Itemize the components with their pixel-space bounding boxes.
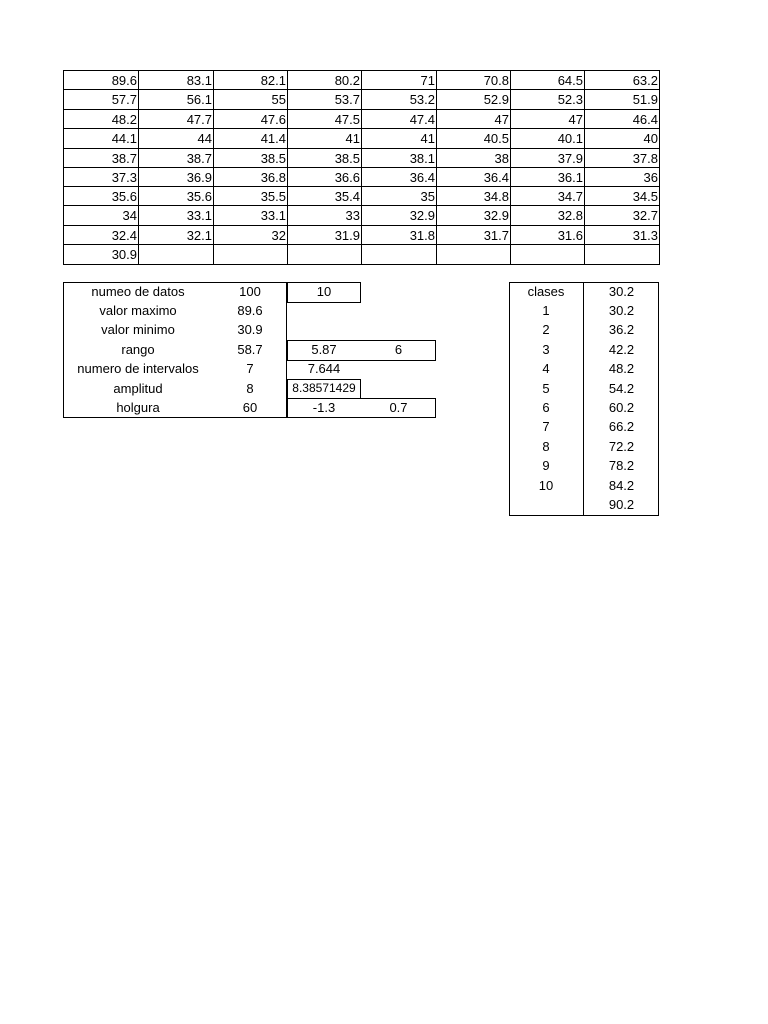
data-cell (138, 244, 214, 265)
data-cell: 32.1 (138, 225, 214, 245)
data-cell: 40.5 (436, 128, 511, 149)
data-cell: 40 (584, 128, 660, 149)
data-cell: 35 (361, 186, 437, 206)
data-cell: 31.8 (361, 225, 437, 245)
data-cell: 37.8 (584, 148, 660, 168)
data-cell: 32.9 (436, 205, 511, 226)
data-cell (213, 244, 288, 265)
data-cell: 37.3 (63, 167, 139, 187)
data-cell: 31.6 (510, 225, 585, 245)
stat-label-rango: rango (121, 342, 155, 357)
data-cell: 38.5 (213, 148, 288, 168)
data-cell: 80.2 (287, 70, 362, 90)
data-cell: 35.4 (287, 186, 362, 206)
data-cell: 63.2 (584, 70, 660, 90)
data-cell: 36.1 (510, 167, 585, 187)
clases-row-value: 90.2 (608, 497, 635, 512)
data-cell: 38.7 (63, 148, 139, 168)
data-cell: 89.6 (63, 70, 139, 90)
clases-row-number: 5 (542, 381, 550, 396)
data-cell: 38.5 (287, 148, 362, 168)
clases-row-number: 8 (542, 439, 550, 454)
data-cell: 37.9 (510, 148, 585, 168)
data-cell: 32.9 (361, 205, 437, 226)
stat-label-amplitud: amplitud (113, 381, 163, 396)
data-cell: 55 (213, 89, 288, 110)
data-cell: 70.8 (436, 70, 511, 90)
stat-extra1-rango: 5.87 (311, 342, 337, 357)
data-cell: 32.4 (63, 225, 139, 245)
data-cell: 40.1 (510, 128, 585, 149)
data-cell: 57.7 (63, 89, 139, 110)
data-cell: 31.7 (436, 225, 511, 245)
data-cell: 47.4 (361, 109, 437, 129)
clases-row-number: 10 (538, 478, 554, 493)
data-cell (584, 244, 660, 265)
clases-row-number: 2 (542, 322, 550, 337)
clases-row-value: 78.2 (608, 458, 635, 473)
stat-extra-amplitud: 8.38571429 (292, 381, 356, 395)
stat-extra2-holgura: 0.7 (389, 400, 408, 415)
clases-row-number: 7 (542, 419, 550, 434)
data-cell: 41.4 (213, 128, 288, 149)
stat-extra1-holgura: -1.3 (312, 400, 336, 415)
data-cell: 32.7 (584, 205, 660, 226)
data-cell: 34 (63, 205, 139, 226)
data-cell: 56.1 (138, 89, 214, 110)
data-cell (510, 244, 585, 265)
data-cell: 32.8 (510, 205, 585, 226)
data-cell: 36.4 (361, 167, 437, 187)
data-cell: 35.5 (213, 186, 288, 206)
stat-value-numero-de-intervalos: 7 (246, 361, 254, 376)
clases-row-value: 42.2 (608, 342, 635, 357)
data-cell: 36.9 (138, 167, 214, 187)
clases-row-value: 72.2 (608, 439, 635, 454)
data-cell: 33 (287, 205, 362, 226)
clases-row-number: 6 (542, 400, 550, 415)
data-cell: 44.1 (63, 128, 139, 149)
data-cell: 46.4 (584, 109, 660, 129)
data-cell: 41 (361, 128, 437, 149)
data-cell: 52.3 (510, 89, 585, 110)
data-cell: 38 (436, 148, 511, 168)
stat-label-valor-minimo: valor minimo (101, 322, 175, 337)
data-cell: 33.1 (213, 205, 288, 226)
data-cell: 35.6 (63, 186, 139, 206)
data-cell: 41 (287, 128, 362, 149)
data-cell: 53.2 (361, 89, 437, 110)
data-cell: 47 (510, 109, 585, 129)
stat-extra-numeo-de-datos: 10 (316, 284, 332, 299)
stat-label-valor-maximo: valor maximo (99, 303, 177, 318)
data-cell: 38.7 (138, 148, 214, 168)
clases-row-number: 4 (542, 361, 550, 376)
stat-value-holgura: 60 (242, 400, 258, 415)
data-cell: 36 (584, 167, 660, 187)
stat-value-amplitud: 8 (246, 381, 254, 396)
data-cell: 38.1 (361, 148, 437, 168)
stat-label-holgura: holgura (116, 400, 160, 415)
data-cell: 31.3 (584, 225, 660, 245)
data-cell: 48.2 (63, 109, 139, 129)
data-cell: 44 (138, 128, 214, 149)
data-cell: 83.1 (138, 70, 214, 90)
data-cell (436, 244, 511, 265)
stat-extra2-rango: 6 (394, 342, 403, 357)
data-cell: 52.9 (436, 89, 511, 110)
data-cell: 47.7 (138, 109, 214, 129)
data-cell: 71 (361, 70, 437, 90)
stat-value-rango: 58.7 (237, 342, 263, 357)
clases-header-value: 30.2 (608, 284, 635, 299)
data-cell: 51.9 (584, 89, 660, 110)
data-cell: 34.5 (584, 186, 660, 206)
data-cell (287, 244, 362, 265)
clases-row-value: 66.2 (608, 419, 635, 434)
data-cell: 35.6 (138, 186, 214, 206)
data-cell: 34.7 (510, 186, 585, 206)
data-cell: 47.5 (287, 109, 362, 129)
data-cell: 33.1 (138, 205, 214, 226)
data-cell: 36.4 (436, 167, 511, 187)
stat-label-numero-de-intervalos: numero de intervalos (77, 361, 199, 376)
data-cell: 47.6 (213, 109, 288, 129)
clases-row-number: 9 (542, 458, 550, 473)
data-cell: 36.8 (213, 167, 288, 187)
data-cell: 36.6 (287, 167, 362, 187)
stat-extra-numero-de-intervalos: 7.644 (307, 361, 341, 376)
stat-label-numeo-de-datos: numeo de datos (91, 284, 185, 299)
data-cell: 34.8 (436, 186, 511, 206)
clases-row-value: 60.2 (608, 400, 635, 415)
clases-row-value: 36.2 (608, 322, 635, 337)
clases-row-value: 30.2 (608, 303, 635, 318)
data-cell: 64.5 (510, 70, 585, 90)
data-cell: 32 (213, 225, 288, 245)
clases-row-value: 84.2 (608, 478, 635, 493)
clases-row-number: 1 (542, 303, 550, 318)
clases-header-label: clases (527, 284, 565, 299)
data-cell: 47 (436, 109, 511, 129)
data-cell (361, 244, 437, 265)
clases-row-number: 3 (542, 342, 550, 357)
data-cell: 82.1 (213, 70, 288, 90)
clases-row-value: 54.2 (608, 381, 635, 396)
data-cell: 31.9 (287, 225, 362, 245)
stat-value-numeo-de-datos: 100 (239, 284, 261, 299)
stat-value-valor-maximo: 89.6 (237, 303, 263, 318)
stat-value-valor-minimo: 30.9 (237, 322, 263, 337)
data-cell: 30.9 (63, 244, 139, 265)
data-cell: 53.7 (287, 89, 362, 110)
clases-row-value: 48.2 (608, 361, 635, 376)
clases-row-number (509, 495, 583, 515)
